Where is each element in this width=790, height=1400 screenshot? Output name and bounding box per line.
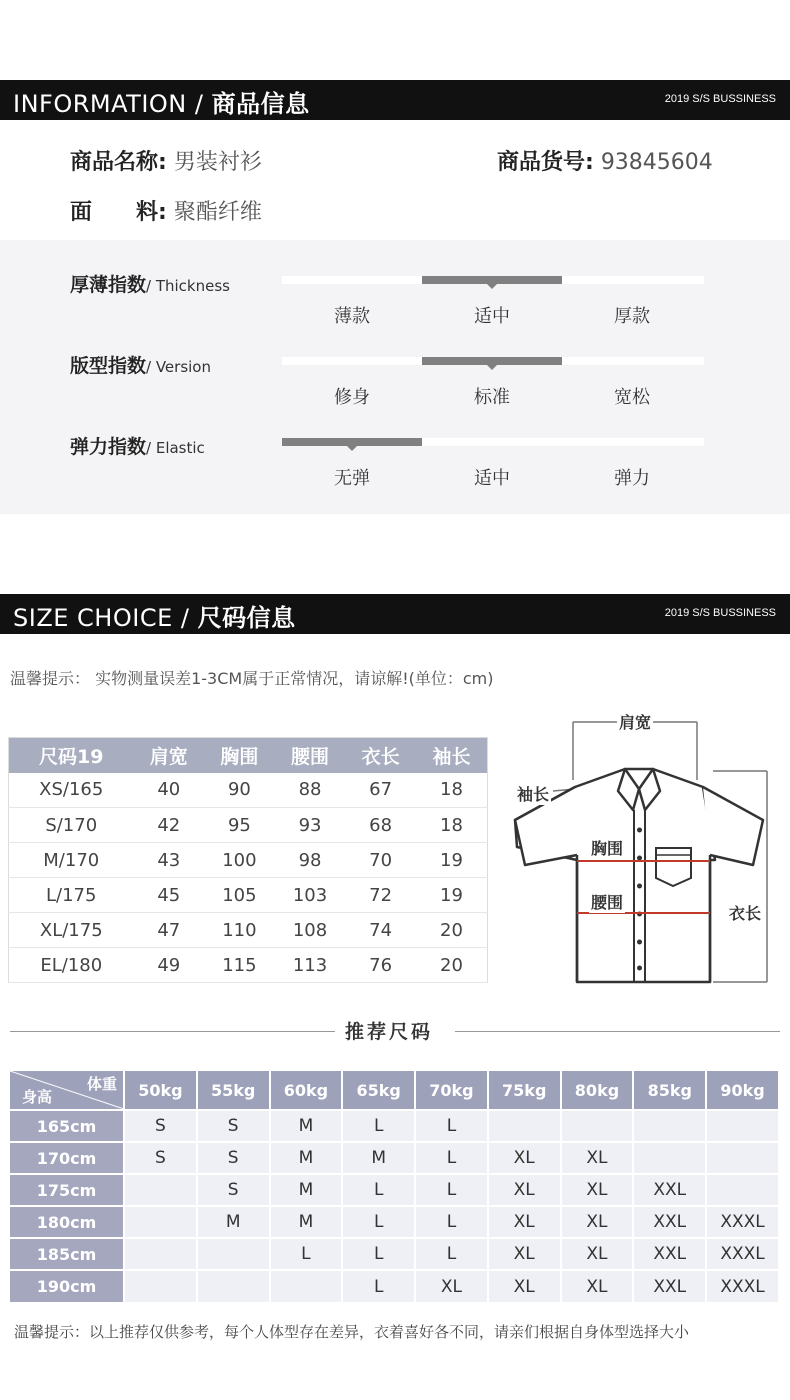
table-row (10, 1142, 779, 1174)
product-code-row (497, 145, 713, 176)
information-title (13, 84, 310, 119)
weight-col-header: 75kg (488, 1071, 561, 1110)
table-cell: 108 (275, 913, 346, 948)
table-cell: M/170 (9, 843, 134, 878)
table-row (10, 1270, 779, 1302)
height-row-header: 170cm (10, 1142, 124, 1174)
table-cell: L (342, 1206, 415, 1238)
table-cell: L (270, 1238, 343, 1270)
weight-col-header: 80kg (561, 1071, 634, 1110)
index-panel (0, 240, 790, 514)
table-cell: 67 (345, 773, 416, 808)
table-cell: M (270, 1110, 343, 1142)
table-cell: 105 (204, 878, 275, 913)
table-cell: 43 (134, 843, 205, 878)
weight-col-header: 65kg (342, 1071, 415, 1110)
size-col-header: 腰围 (275, 738, 346, 773)
weight-col-header: 60kg (270, 1071, 343, 1110)
table-cell: XL (415, 1270, 488, 1302)
recommend-corner-cell (10, 1071, 124, 1110)
table-cell: XS/165 (9, 773, 134, 808)
size-header-bar (0, 594, 790, 634)
table-cell: L (415, 1206, 488, 1238)
recommend-title-divider-right (455, 1031, 780, 1032)
table-cell: XL (488, 1238, 561, 1270)
product-name-row (70, 145, 262, 176)
version-option-loose: 宽松 (614, 387, 650, 408)
size-col-header: 肩宽 (134, 738, 205, 773)
table-cell: 20 (416, 913, 488, 948)
table-cell: M (342, 1142, 415, 1174)
table-cell: M (197, 1206, 270, 1238)
table-cell: XXL (633, 1238, 706, 1270)
elastic-option-medium: 适中 (474, 468, 510, 489)
recommend-header-row (10, 1071, 779, 1110)
version-index-label-en: / Version (146, 358, 211, 376)
table-cell (706, 1174, 779, 1206)
table-cell: XL/175 (9, 913, 134, 948)
thickness-option-thick: 厚款 (614, 306, 650, 327)
table-cell: 74 (345, 913, 416, 948)
recommend-title-divider-left (10, 1031, 335, 1032)
weight-col-header: 50kg (124, 1071, 197, 1110)
table-cell: 45 (134, 878, 205, 913)
table-cell: L (415, 1110, 488, 1142)
table-cell: M (270, 1174, 343, 1206)
table-cell (124, 1174, 197, 1206)
table-cell: XL (488, 1206, 561, 1238)
table-cell (270, 1270, 343, 1302)
information-title-zh: 商品信息 (211, 90, 310, 118)
table-cell: 42 (134, 808, 205, 843)
table-cell: XXL (633, 1270, 706, 1302)
size-col-header: 胸围 (204, 738, 275, 773)
information-title-en: INFORMATION (13, 90, 187, 118)
thickness-index-label-zh: 厚薄指数 (70, 274, 147, 296)
table-cell: 72 (345, 878, 416, 913)
table-cell: 20 (416, 948, 488, 983)
recommend-title: 推荐尺码 (345, 1021, 434, 1043)
table-cell: L (342, 1174, 415, 1206)
table-cell: XXXL (706, 1206, 779, 1238)
recommend-tip: 温馨提示：以上推荐仅供参考，每个人体型存在差异，衣着喜好各不同，请亲们根据自身体型选择大小 (14, 1323, 690, 1341)
thickness-index-track (282, 276, 704, 284)
table-cell: 18 (416, 808, 488, 843)
table-row (10, 1206, 779, 1238)
table-cell (561, 1110, 634, 1142)
elastic-index-track (282, 438, 704, 446)
table-cell: S/170 (9, 808, 134, 843)
product-fabric-label: 面 料: (70, 200, 167, 225)
table-cell (706, 1110, 779, 1142)
size-table (8, 737, 488, 983)
table-cell: 103 (275, 878, 346, 913)
version-index-track (282, 357, 704, 365)
elastic-option-none: 无弹 (334, 468, 370, 489)
size-title (13, 598, 296, 633)
version-index-marker (422, 357, 562, 365)
table-cell (197, 1238, 270, 1270)
size-title-zh: 尺码信息 (197, 604, 296, 632)
table-cell: 49 (134, 948, 205, 983)
table-cell (488, 1110, 561, 1142)
table-cell (124, 1238, 197, 1270)
table-cell: S (124, 1142, 197, 1174)
table-cell: 93 (275, 808, 346, 843)
table-cell: 98 (275, 843, 346, 878)
table-cell: XXXL (706, 1238, 779, 1270)
weight-col-header: 55kg (197, 1071, 270, 1110)
product-code-label: 商品货号: (497, 150, 594, 175)
elastic-index-label-en: / Elastic (146, 439, 205, 457)
weight-col-header: 90kg (706, 1071, 779, 1110)
product-fabric-row (70, 195, 262, 226)
size-table-header-row (9, 738, 488, 773)
size-col-header: 袖长 (416, 738, 488, 773)
table-cell (633, 1110, 706, 1142)
product-name-value: 男装衬衫 (173, 150, 262, 175)
table-row (9, 843, 488, 878)
table-cell: 19 (416, 878, 488, 913)
version-index-label (70, 351, 211, 378)
table-cell: S (197, 1110, 270, 1142)
table-row (10, 1174, 779, 1206)
corner-weight-label: 体重 (86, 1075, 117, 1093)
size-col-header: 衣长 (345, 738, 416, 773)
table-cell: S (124, 1110, 197, 1142)
size-col-header: 尺码19 (9, 738, 134, 773)
table-cell: XL (561, 1270, 634, 1302)
table-cell: XL (561, 1206, 634, 1238)
product-fabric-value: 聚酯纤维 (173, 200, 262, 225)
table-cell: 70 (345, 843, 416, 878)
thickness-index-label (70, 270, 230, 297)
table-cell: 76 (345, 948, 416, 983)
table-cell: XL (488, 1142, 561, 1174)
table-row (10, 1110, 779, 1142)
table-cell (706, 1142, 779, 1174)
table-cell: 19 (416, 843, 488, 878)
table-cell: 47 (134, 913, 205, 948)
height-row-header: 165cm (10, 1110, 124, 1142)
diagram-label-chest: 胸围 (589, 836, 625, 859)
height-row-header: 175cm (10, 1174, 124, 1206)
height-row-header: 190cm (10, 1270, 124, 1302)
diagram-label-sleeve: 袖长 (515, 782, 551, 805)
table-cell: XL (561, 1142, 634, 1174)
table-cell: S (197, 1174, 270, 1206)
version-option-slim: 修身 (334, 387, 370, 408)
table-cell: L (415, 1238, 488, 1270)
thickness-index-label-en: / Thickness (146, 277, 230, 295)
table-cell: XL (488, 1270, 561, 1302)
elastic-index-label (70, 432, 205, 459)
table-cell: XXXL (706, 1270, 779, 1302)
table-cell: M (270, 1142, 343, 1174)
size-season-label: 2019 S/S BUSSINESS (664, 607, 776, 619)
table-cell: 110 (204, 913, 275, 948)
table-cell (124, 1206, 197, 1238)
table-cell: L (342, 1270, 415, 1302)
table-cell: L (342, 1110, 415, 1142)
table-cell: 18 (416, 773, 488, 808)
table-cell: XL (561, 1238, 634, 1270)
table-cell: 68 (345, 808, 416, 843)
diagram-label-length: 衣长 (727, 901, 763, 924)
table-cell: L (342, 1238, 415, 1270)
size-title-en: SIZE CHOICE (13, 604, 173, 632)
table-cell: 88 (275, 773, 346, 808)
recommend-title-row (0, 1016, 790, 1046)
information-header-bar (0, 80, 790, 120)
table-cell: EL/180 (9, 948, 134, 983)
elastic-index-marker (282, 438, 422, 446)
version-index-label-zh: 版型指数 (70, 355, 147, 377)
table-row (9, 773, 488, 808)
table-cell: XXL (633, 1206, 706, 1238)
table-cell: 115 (204, 948, 275, 983)
table-row (9, 808, 488, 843)
version-option-standard: 标准 (474, 387, 510, 408)
table-cell: XL (488, 1174, 561, 1206)
diagram-label-waist: 腰围 (589, 890, 625, 913)
table-cell: XXL (633, 1174, 706, 1206)
information-title-slash: / (186, 90, 212, 118)
measurement-tip: 温馨提示： 实物测量误差1-3CM属于正常情况，请谅解!(单位：cm) (10, 669, 494, 688)
table-row (9, 948, 488, 983)
size-title-slash: / (172, 604, 198, 632)
table-cell: XL (561, 1174, 634, 1206)
table-cell: M (270, 1206, 343, 1238)
information-season-label: 2019 S/S BUSSINESS (664, 93, 776, 105)
table-cell: L/175 (9, 878, 134, 913)
table-cell: 100 (204, 843, 275, 878)
shirt-measurement-diagram (505, 705, 785, 995)
product-code-value: 93845604 (600, 150, 713, 175)
table-cell: 40 (134, 773, 205, 808)
table-cell: L (415, 1142, 488, 1174)
shirt-illustration (505, 705, 785, 995)
table-row (9, 878, 488, 913)
elastic-index-label-zh: 弹力指数 (70, 436, 147, 458)
weight-col-header: 70kg (415, 1071, 488, 1110)
product-name-label: 商品名称: (70, 150, 167, 175)
height-row-header: 185cm (10, 1238, 124, 1270)
table-row (9, 913, 488, 948)
recommend-size-table (10, 1071, 780, 1302)
table-cell (633, 1142, 706, 1174)
height-row-header: 180cm (10, 1206, 124, 1238)
table-cell (197, 1270, 270, 1302)
table-row (10, 1238, 779, 1270)
thickness-option-medium: 适中 (474, 306, 510, 327)
table-cell: 90 (204, 773, 275, 808)
elastic-option-stretch: 弹力 (614, 468, 650, 489)
corner-height-label: 身高 (22, 1088, 53, 1106)
table-cell: S (197, 1142, 270, 1174)
thickness-index-marker (422, 276, 562, 284)
thickness-option-thin: 薄款 (334, 306, 370, 327)
table-cell: L (415, 1174, 488, 1206)
table-cell: 95 (204, 808, 275, 843)
weight-col-header: 85kg (633, 1071, 706, 1110)
table-cell (124, 1270, 197, 1302)
table-cell: 113 (275, 948, 346, 983)
diagram-label-shoulder: 肩宽 (617, 710, 653, 733)
